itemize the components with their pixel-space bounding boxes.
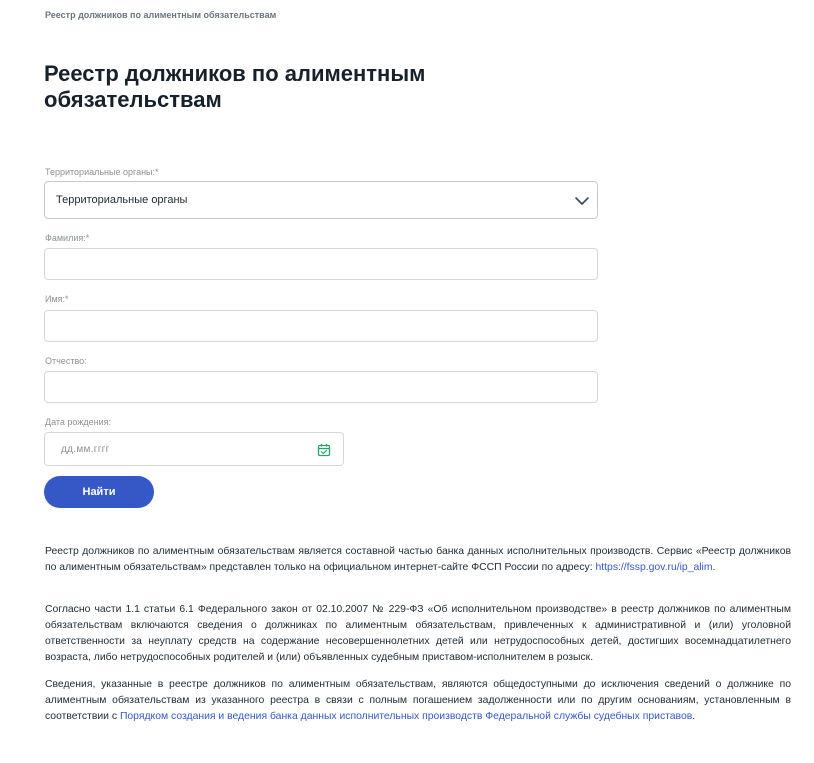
territorial-select[interactable] [44,181,598,219]
info-p2-text: Согласно части 1.1 статьи 6.1 Федерального закон от 02.10.2007 № 229-ФЗ «Об исполнительном производстве» в реестр должников по алиментным обязательствам включаются сведения о должниках по алиментным обязательствам, привлеченных к административной и (или) уголовной ответственности за неуплату средств на содержание несовершеннолетних детей или нетрудоспособных детей, достигших восемнадцатилетнего возраста, либо нетрудоспособных родителей и (или) объявленных судебным приставом-исполнителем в розыск. [45,604,791,663]
calendar-icon[interactable] [317,443,331,457]
page-title: Реестр должников по алиментным обязательствам [44,61,426,112]
info-p3-end: . [692,711,696,722]
procedure-link[interactable]: Порядком создания и ведения банка данных исполнительных производств Федеральной службы судебных приставов [119,711,693,722]
territorial-select-value: Территориальные органы [56,194,188,206]
info-paragraph-2 [45,602,791,666]
chevron-down-icon [574,193,590,209]
patronymic-label: Отчество: [45,356,87,366]
search-button[interactable]: Найти [44,476,154,508]
fssp-link[interactable]: https://fssp.gov.ru/ip_alim [595,562,713,573]
birthdate-placeholder: дд.мм.гггг [61,444,110,455]
birthdate-input[interactable] [44,432,344,466]
info-paragraph-1 [45,544,791,576]
name-input[interactable] [44,310,598,342]
info-p1-text: Реестр должников по алиментным обязательствам является составной частью банка данных исполнительных производств. Сервис «Реестр должников по алиментным обязательствам» представлен только на официальном интернет-сайте ФССП России по адресу: [45,546,791,573]
info-p1-end: . [712,562,716,573]
patronymic-input[interactable] [44,371,598,403]
info-paragraph-3 [45,677,791,725]
name-label: Имя:* [45,294,69,304]
info-p3-text: Сведения, указанные в реестре должников по алиментным обязательствам, являются общедоступными до исключения сведений о должнике по алиментным обязательствам из указанного реестра в связи с полным погашением задолженности или по другим основаниям, установленным в соответствии с [45,679,791,722]
breadcrumb[interactable]: Реестр должников по алиментным обязательствам [45,10,277,20]
territorial-label: Территориальные органы:* [45,167,159,177]
surname-input[interactable] [44,248,598,280]
surname-label: Фамилия:* [45,233,90,243]
birthdate-label: Дата рождения: [45,417,111,427]
